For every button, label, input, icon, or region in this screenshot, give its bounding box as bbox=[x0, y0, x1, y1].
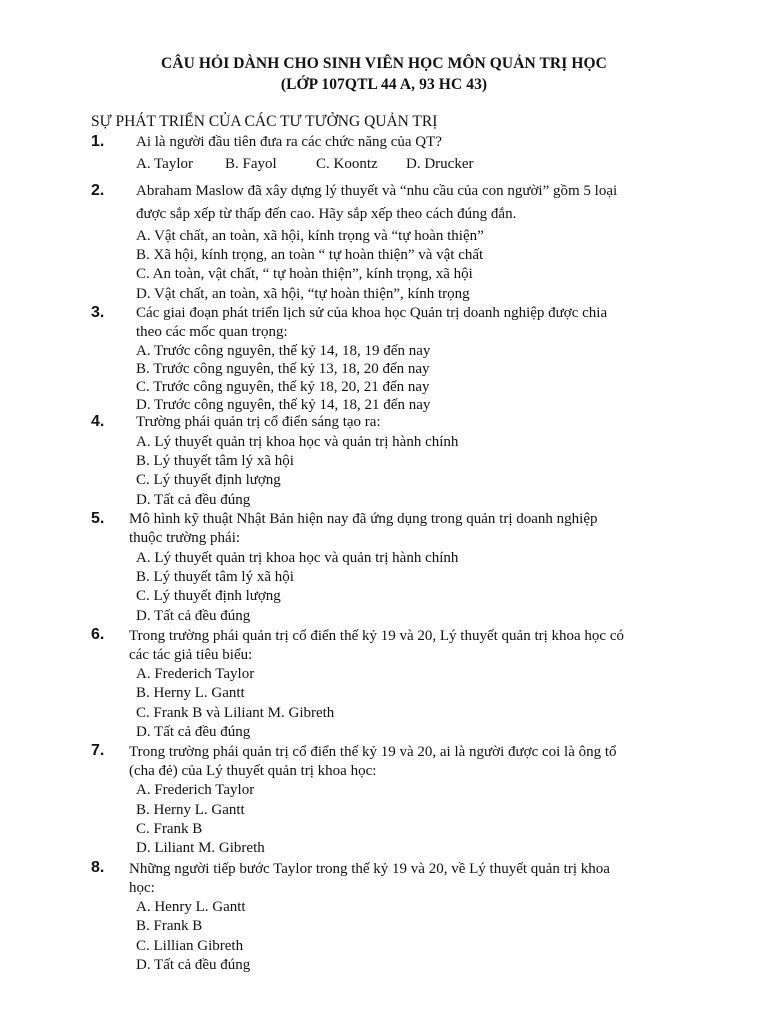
option-c: C. Lillian Gibreth bbox=[136, 938, 244, 954]
option-d: D. Tất cả đều đúng bbox=[136, 608, 251, 624]
question-text: học: bbox=[129, 880, 155, 896]
option-b: B. Frank B bbox=[136, 918, 203, 934]
option-b: B. Lý thuyết tâm lý xã hội bbox=[136, 453, 294, 469]
option-a: A. Vật chất, an toàn, xã hội, kính trọng và “tự hoàn thiện” bbox=[136, 228, 484, 244]
option-a: A. Trước công nguyên, thế kỷ 14, 18, 19 đến nay bbox=[136, 343, 431, 359]
question-text: Trong trường phái quản trị cổ điển thế kỷ 19 và 20, ai là người được coi là ông tổ bbox=[129, 744, 617, 760]
option-a: A. Taylor bbox=[136, 156, 193, 172]
document-title: CÂU HỎI DÀNH CHO SINH VIÊN HỌC MÔN QUẢN TRỊ HỌC bbox=[161, 55, 607, 72]
option-c: C. Koontz bbox=[316, 156, 378, 172]
question-text: (cha đẻ) của Lý thuyết quản trị khoa học: bbox=[129, 763, 377, 779]
question-number: 1. bbox=[91, 133, 105, 150]
option-c: C. Frank B và Liliant M. Gibreth bbox=[136, 705, 335, 721]
option-b: B. Trước công nguyên, thế kỷ 13, 18, 20 đến nay bbox=[136, 361, 430, 377]
option-a: A. Frederich Taylor bbox=[136, 666, 255, 682]
option-d: D. Vật chất, an toàn, xã hội, “tự hoàn thiện”, kính trọng bbox=[136, 286, 470, 302]
option-d: D. Tất cả đều đúng bbox=[136, 492, 251, 508]
option-c: C. Frank B bbox=[136, 821, 203, 837]
option-b: B. Herny L. Gantt bbox=[136, 802, 245, 818]
option-c: C. Trước công nguyên, thế kỷ 18, 20, 21 đến nay bbox=[136, 379, 430, 395]
question-text: Trường phái quản trị cổ điển sáng tạo ra: bbox=[136, 414, 381, 430]
option-d: D. Tất cả đều đúng bbox=[136, 724, 251, 740]
option-c: C. Lý thuyết định lượng bbox=[136, 588, 281, 604]
question-text: Trong trường phái quản trị cổ điển thế kỷ 19 và 20, Lý thuyết quản trị khoa học có bbox=[129, 628, 624, 644]
option-c: C. An toàn, vật chất, “ tự hoàn thiện”, kính trọng, xã hội bbox=[136, 266, 473, 282]
option-b: B. Lý thuyết tâm lý xã hội bbox=[136, 569, 294, 585]
option-b: B. Fayol bbox=[225, 156, 277, 172]
question-number: 7. bbox=[91, 742, 105, 759]
question-number: 6. bbox=[91, 626, 105, 643]
question-text: thuộc trường phái: bbox=[129, 530, 241, 546]
inline-options bbox=[136, 156, 473, 173]
question-number: 2. bbox=[91, 182, 105, 199]
question-text: theo các mốc quan trọng: bbox=[136, 324, 288, 340]
option-d: D. Trước công nguyên, thế kỷ 14, 18, 21 đến nay bbox=[136, 397, 431, 413]
question-text: Các giai đoạn phát triển lịch sử của khoa học Quản trị doanh nghiệp được chia bbox=[136, 305, 608, 321]
question-number: 5. bbox=[91, 510, 105, 527]
option-d: D. Drucker bbox=[406, 156, 474, 172]
option-d: D. Tất cả đều đúng bbox=[136, 957, 251, 973]
section-heading: SỰ PHÁT TRIỂN CỦA CÁC TƯ TƯỞNG QUẢN TRỊ bbox=[91, 113, 438, 130]
option-b: B. Herny L. Gantt bbox=[136, 685, 245, 701]
option-a: A. Henry L. Gantt bbox=[136, 899, 246, 915]
question-number: 4. bbox=[91, 413, 105, 430]
question-text: Ai là người đầu tiên đưa ra các chức năng của QT? bbox=[136, 134, 442, 150]
document-subtitle: (LỚP 107QTL 44 A, 93 HC 43) bbox=[280, 76, 488, 93]
option-d: D. Liliant M. Gibreth bbox=[136, 840, 265, 856]
option-b: B. Xã hội, kính trọng, an toàn “ tự hoàn thiện” và vật chất bbox=[136, 247, 484, 263]
question-text: Những người tiếp bước Taylor trong thế kỷ 19 và 20, về Lý thuyết quản trị khoa bbox=[129, 861, 610, 877]
option-c: C. Lý thuyết định lượng bbox=[136, 472, 281, 488]
option-a: A. Lý thuyết quản trị khoa học và quản trị hành chính bbox=[136, 434, 459, 450]
question-text: Mô hình kỹ thuật Nhật Bản hiện nay đã ứng dụng trong quản trị doanh nghiệp bbox=[129, 511, 598, 527]
question-number: 3. bbox=[91, 304, 105, 321]
option-a: A. Frederich Taylor bbox=[136, 782, 255, 798]
question-text: Abraham Maslow đã xây dựng lý thuyết và “nhu cầu của con người” gồm 5 loại bbox=[136, 183, 618, 199]
question-text: được sắp xếp từ thấp đến cao. Hãy sắp xếp theo cách đúng đắn. bbox=[136, 206, 517, 222]
option-a: A. Lý thuyết quản trị khoa học và quản trị hành chính bbox=[136, 550, 459, 566]
question-text: các tác giả tiêu biểu: bbox=[129, 647, 253, 663]
question-number: 8. bbox=[91, 859, 105, 876]
